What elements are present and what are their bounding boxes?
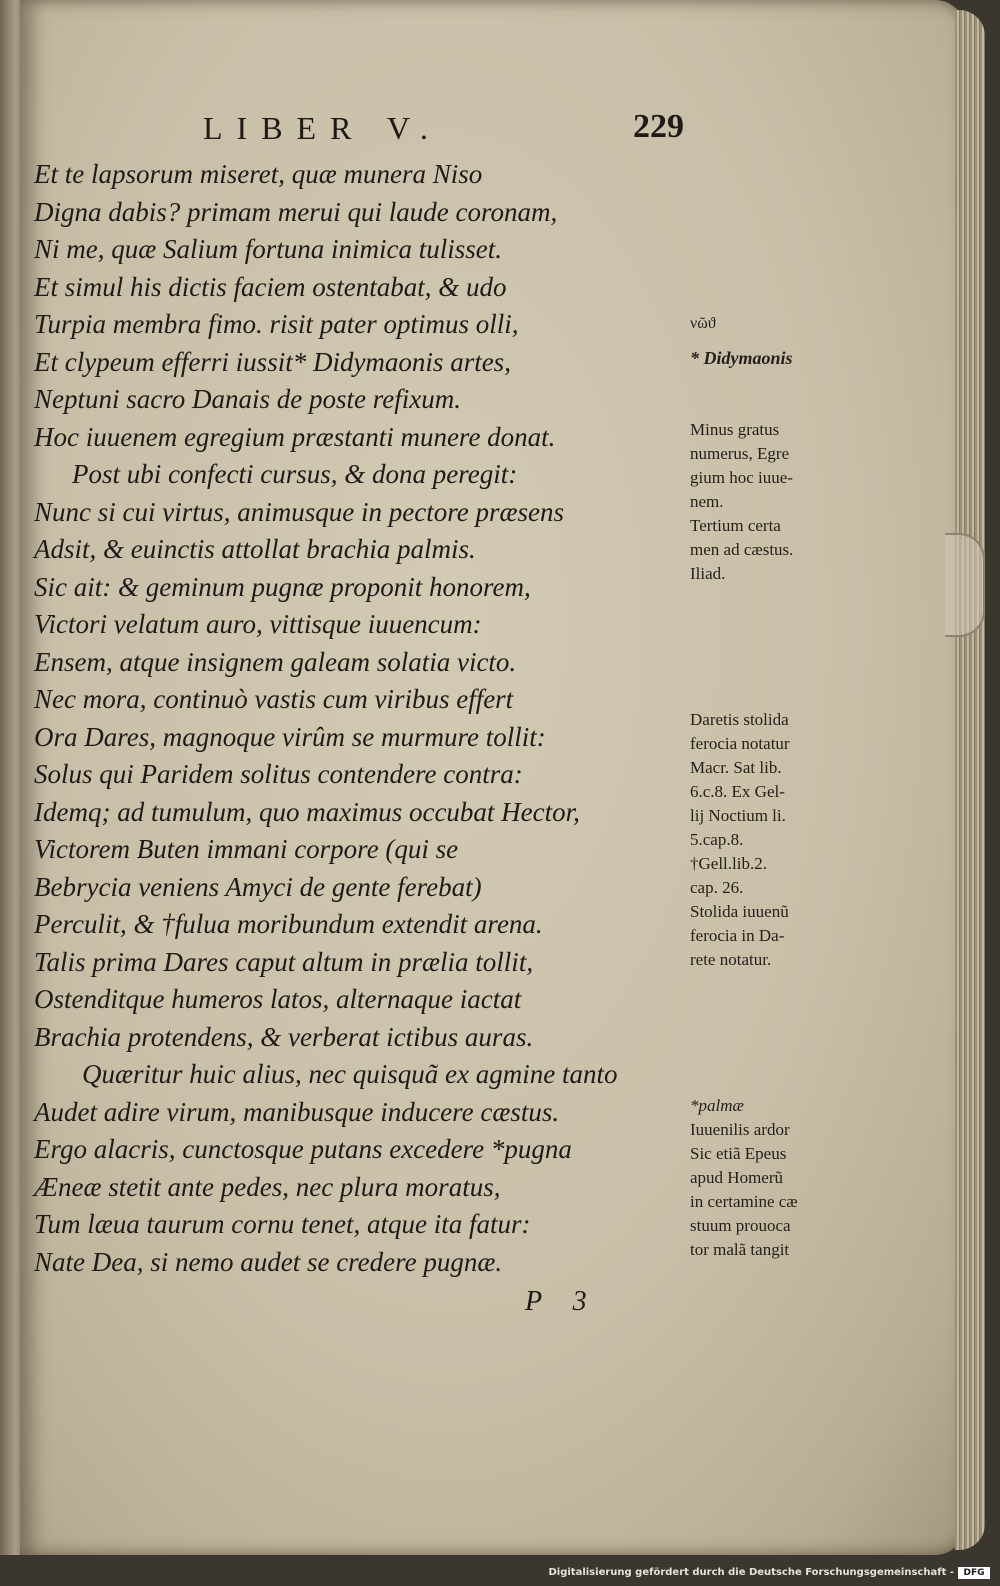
verse-line: Ni me, quæ Salium fortuna inimica tulisset. [34, 234, 503, 264]
verse-line: Æneæ stetit ante pedes, nec plura moratus, [34, 1171, 501, 1202]
verse-line: Solus qui Paridem solitus contendere contra: [34, 759, 523, 789]
verse-line: Quæritur huic alius, nec quisquã ex agmine tanto [82, 1059, 618, 1089]
note-minus-gratus: Minus gratus numerus, Egre gium hoc iuue- nem. [690, 420, 793, 511]
note-palmae: *palmæ Iuuenilis ardor Sic etiã Epeus apud Homerũ in certamine cæ stuum prouoca tor malã tangit [690, 1096, 798, 1259]
verse-line: Perculit, & †fulua moribundum extendit arena. [34, 909, 543, 939]
verse-line: Victori velatum auro, vittisque iuuencum: [34, 609, 482, 639]
verse-line: Victorem Buten immani corpore (qui se [34, 834, 459, 864]
verse-line: Tum læua taurum cornu tenet, atque ita fatur: [34, 1209, 531, 1239]
note-daretis: Daretis stolida ferocia notatur Macr. Sat lib. 6.c.8. Ex Gel- lij Noctium li. 5.cap.8. †Gell.lib.2. cap. 26. Stolida iuuenũ ferocia in Da- rete notatur. [690, 710, 790, 969]
note-didymaonis: * Didymaonis [690, 348, 793, 368]
verse-line: Ora Dares, magnoque virûm se murmure tollit: [34, 721, 546, 752]
verse-line: Nate Dea, si nemo audet se credere pugnæ. [34, 1246, 503, 1277]
marginal-notes [690, 0, 880, 1555]
verse-line: Hoc iuuenem egregium præstanti munere donat. [34, 421, 556, 452]
verse-line: Idemq; ad tumulum, quo maximus occubat Hector, [34, 796, 580, 827]
signature-mark: P 3 [525, 1286, 599, 1317]
verse-line: Ensem, atque insignem galeam solatia victo. [34, 646, 517, 677]
page-number: 229 [633, 108, 684, 145]
verse-block [34, 156, 714, 1281]
verse-line: Talis prima Dares caput altum in prælia tollit, [34, 946, 534, 977]
verse-line: Digna dabis? primam merui qui laude coronam, [34, 196, 558, 227]
verse-line: Et simul his dictis faciem ostentabat, & udo [34, 271, 507, 302]
thumb-tab [945, 533, 985, 637]
footer-credit: Digitalisierung gefördert durch die Deutsche Forschungsgemeinschaft - [548, 1567, 954, 1578]
verse-line: Ostenditque humeros latos, alternaque iactat [34, 984, 522, 1014]
verse-line: Et clypeum efferri iussit* Didymaonis artes, [34, 346, 511, 377]
verse-line: Brachia protendens, & verberat ictibus auras. [34, 1021, 534, 1052]
verse-line: Et te lapsorum miseret, quæ munera Niso [34, 159, 483, 189]
verse-line: Sic ait: & geminum pugnæ proponit honorem, [34, 571, 531, 602]
verse-line: Nunc si cui virtus, animusque in pectore præsens [34, 496, 564, 527]
verse-line: Adsit, & euinctis attollat brachia palmis. [34, 534, 476, 564]
verse-line: Turpia membra fimo. risit pater optimus olli, [34, 309, 519, 339]
verse-line: Audet adire virum, manibusque inducere cæstus. [34, 1096, 560, 1127]
note-greek: νῶϑ [690, 315, 716, 332]
note-tertium: Tertium certa men ad cæstus. Iliad. [690, 516, 794, 583]
dfg-logo-icon: DFG [958, 1567, 990, 1579]
verse-line: Bebrycia veniens Amyci de gente ferebat) [34, 871, 482, 902]
running-head-title: LIBER V. [203, 110, 442, 146]
running-head [203, 110, 703, 154]
verse-line: Nec mora, continuò vastis cum viribus effert [34, 684, 514, 714]
verse-line: Neptuni sacro Danais de poste refixum. [34, 384, 461, 414]
page-stack-edges [955, 10, 985, 1550]
verse-line: Ergo alacris, cunctosque putans excedere *pugna [34, 1134, 572, 1164]
verse-line: Post ubi confecti cursus, & dona peregit: [72, 459, 518, 489]
